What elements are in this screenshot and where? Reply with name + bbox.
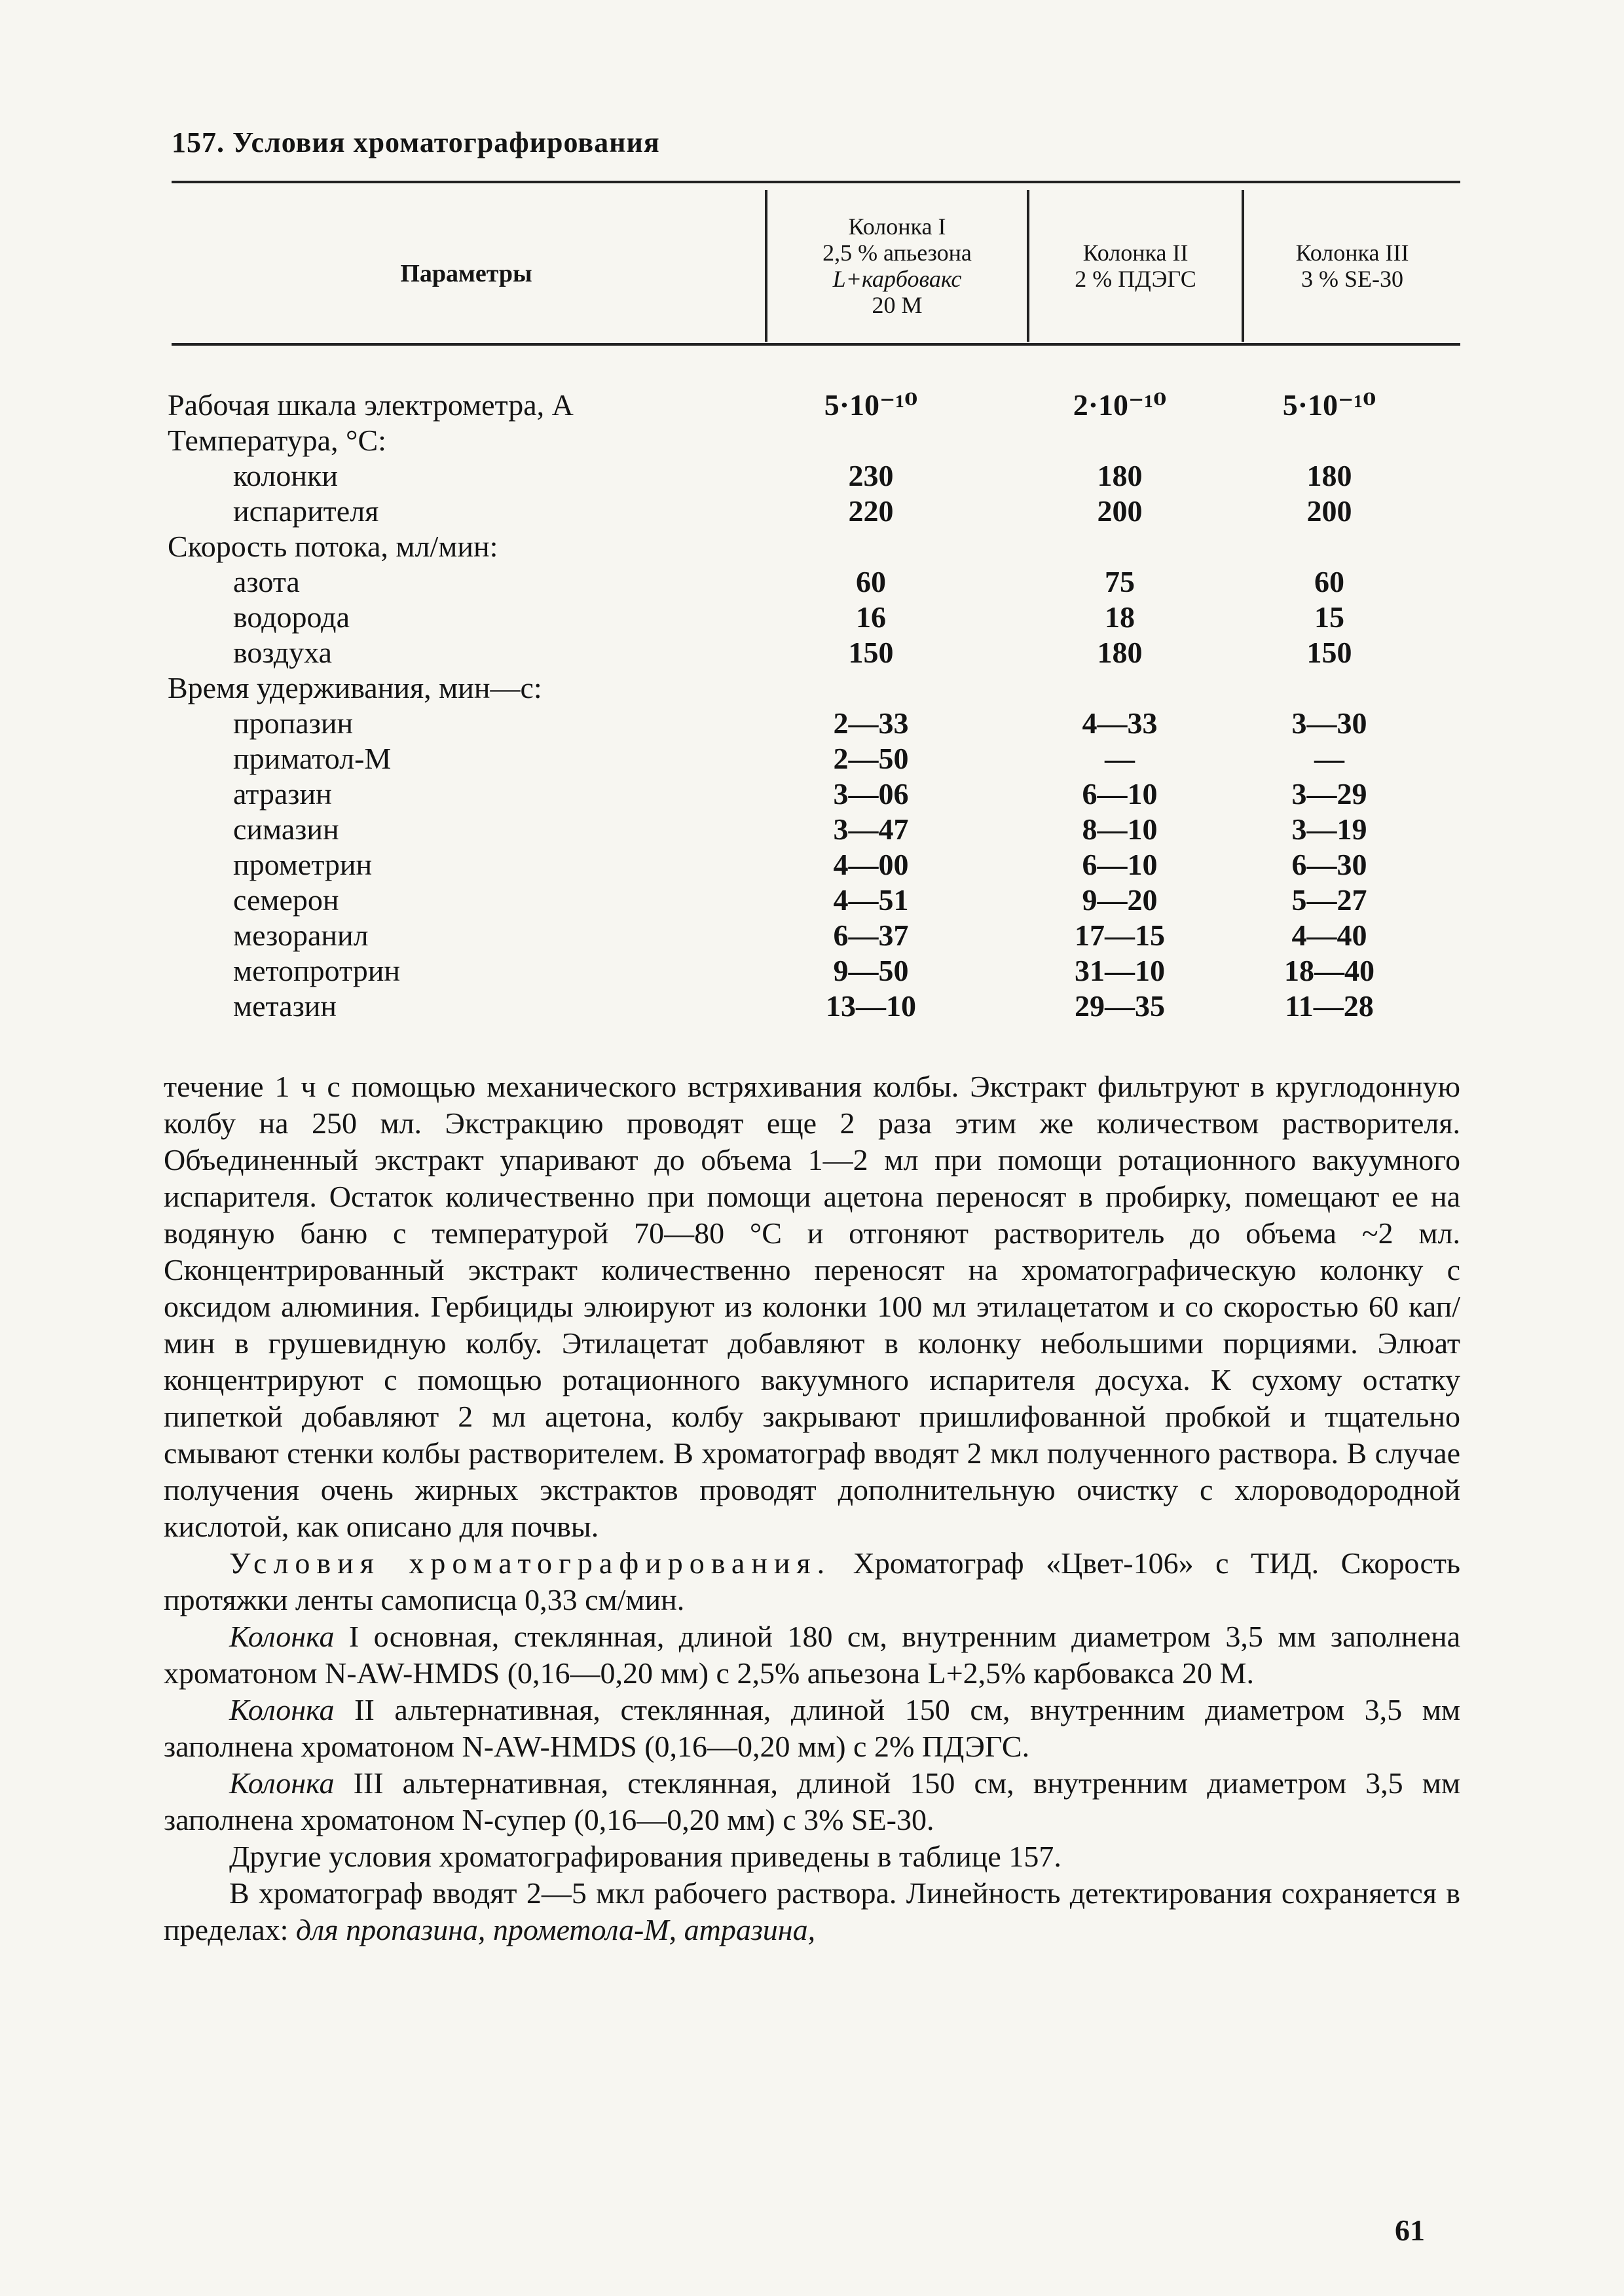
cell-col3: 6—30 bbox=[1291, 848, 1367, 881]
cell-col2: 200 bbox=[1097, 494, 1143, 528]
paragraph: Другие условия хроматографирования приведены в таблице 157. bbox=[229, 1840, 1061, 1873]
table-row bbox=[0, 883, 1624, 918]
table-row bbox=[0, 953, 1624, 989]
header-col1: Колонка I 2,5 % апьезона L+карбовакс 20 М bbox=[822, 213, 972, 318]
paragraph bbox=[164, 1765, 1460, 1838]
row-label: воздуха bbox=[233, 636, 332, 669]
cell-col3: 3—19 bbox=[1291, 812, 1367, 846]
page-number: 61 bbox=[1395, 2214, 1425, 2247]
paragraph bbox=[164, 1618, 1460, 1692]
cell-col2: 8—10 bbox=[1082, 812, 1158, 846]
row-label: испарителя bbox=[233, 494, 379, 528]
row-label: семерон bbox=[233, 883, 339, 917]
paragraph-italic: для пропазина, прометола-М, атразина, bbox=[295, 1913, 816, 1946]
paragraph bbox=[164, 1875, 1460, 1948]
paragraph-lead: Условия хроматографирования. bbox=[229, 1546, 832, 1580]
cell-col3: 15 bbox=[1314, 600, 1344, 634]
cell-col3: 60 bbox=[1314, 565, 1344, 598]
header-col3: Колонка III 3 % SE-30 bbox=[1295, 240, 1409, 292]
cell-col1: 16 bbox=[856, 600, 886, 634]
row-label: азота bbox=[233, 565, 300, 598]
cell-col2: 180 bbox=[1097, 636, 1143, 669]
paragraph: течение 1 ч с помощью механического встряхивания колбы. Экстракт фильтруют в круглодонную колбу на 250 мл. Экстракцию проводят еще 2 раза этим же количеством растворителя. Объединенный экстракт упаривают до объема 1—2 мл при помощи ротационного вакуумного испарителя. Остаток количественно при помощи ацетона переносят в пробирку, помещают ее на водяную баню с температурой 70—80 °С и отгоняют растворитель до объема ~2 мл. Сконцентрированный экстракт количественно переносят на хроматографическую колонку с оксидом алюминия. Гербициды элюируют из колонки 100 мл этилацетатом и со скоростью 60 кап/мин в грушевидную колбу. Этилацетат добавляют в колонку небольшими порциями. Элюат концентрируют с помощью ротационного вакуумного испарителя досуха. К сухому остатку пипеткой добавляют 2 мл ацетона, колбу закрывают пришлифованной пробкой и тщательно смывают стенки колбы растворителем. В хроматограф вводят 2 мкл полученного раствора. В случае получения очень жирных экстрактов проводят дополнительную очистку с хлороводородной кислотой, как описано для почвы. bbox=[164, 1070, 1460, 1543]
cell-col1: 3—47 bbox=[833, 812, 909, 846]
table-top-rule bbox=[172, 181, 1460, 183]
row-label: мезоранил bbox=[233, 919, 369, 952]
cell-col2: 29—35 bbox=[1075, 989, 1165, 1023]
table-row bbox=[0, 458, 1624, 494]
cell-col1: 5·10⁻¹⁰ bbox=[824, 388, 918, 422]
cell-col2: 31—10 bbox=[1075, 954, 1165, 987]
table-row bbox=[0, 847, 1624, 883]
cell-col3: 18—40 bbox=[1284, 954, 1375, 987]
table-row bbox=[0, 388, 1624, 423]
header-params: Параметры bbox=[400, 260, 532, 287]
paragraph bbox=[164, 1692, 1460, 1765]
paragraph-lead: Колонка bbox=[229, 1620, 335, 1653]
row-label: прометрин bbox=[233, 848, 373, 881]
cell-col1: 4—51 bbox=[833, 883, 909, 917]
cell-col1: 60 bbox=[856, 565, 886, 598]
row-label: Рабочая шкала электрометра, А bbox=[168, 388, 574, 422]
table-row bbox=[0, 670, 1624, 706]
table-row bbox=[0, 529, 1624, 564]
cell-col1: 4—00 bbox=[833, 848, 909, 881]
cell-col3: 180 bbox=[1306, 459, 1352, 492]
paragraph-lead: Колонка bbox=[229, 1693, 335, 1726]
cell-col3: 3—30 bbox=[1291, 706, 1367, 740]
table-title: 157. Условия хроматографирования bbox=[172, 126, 660, 158]
main-text bbox=[164, 1068, 1460, 1948]
cell-col3: 4—40 bbox=[1291, 919, 1367, 952]
row-label: Время удерживания, мин—с: bbox=[168, 671, 542, 704]
cell-col1: 6—37 bbox=[833, 919, 909, 952]
table-row bbox=[0, 741, 1624, 776]
paragraph-body: I основная, стеклянная, длиной 180 см, внутренним диаметром 3,5 мм заполнена хроматоном N-AW-HMDS (0,16—0,20 мм) с 2,5% апьезона L+2,5% карбовакса 20 М. bbox=[164, 1620, 1460, 1690]
table-header-rule bbox=[172, 343, 1460, 346]
cell-col2: 9—20 bbox=[1082, 883, 1158, 917]
row-label: Температура, °С: bbox=[168, 424, 386, 457]
row-label: метазин bbox=[233, 989, 337, 1023]
cell-col2: 18 bbox=[1105, 600, 1135, 634]
header-col2: Колонка II 2 % ПДЭГС bbox=[1075, 240, 1196, 292]
cell-col3: 5—27 bbox=[1291, 883, 1367, 917]
row-label: метопротрин bbox=[233, 954, 400, 987]
cell-col1: 150 bbox=[848, 636, 894, 669]
cell-col3: 150 bbox=[1306, 636, 1352, 669]
table-row bbox=[0, 600, 1624, 635]
cell-col1: 230 bbox=[848, 459, 894, 492]
table-row bbox=[0, 423, 1624, 458]
cell-col1: 2—33 bbox=[833, 706, 909, 740]
paragraph-body: III альтернативная, стеклянная, длиной 150 см, внутренним диаметром 3,5 мм заполнена хроматоном N-супер (0,16—0,20 мм) с 3% SE-30. bbox=[164, 1766, 1461, 1836]
table-row bbox=[0, 494, 1624, 529]
table-row bbox=[0, 812, 1624, 847]
cell-col3: — bbox=[1314, 742, 1344, 775]
cell-col3: 3—29 bbox=[1291, 777, 1367, 811]
row-label: симазин bbox=[233, 812, 339, 846]
cell-col2: 17—15 bbox=[1075, 919, 1165, 952]
cell-col2: — bbox=[1105, 742, 1135, 775]
row-label: водорода bbox=[233, 600, 350, 634]
row-label: колонки bbox=[233, 459, 338, 492]
table-row bbox=[0, 706, 1624, 741]
table-row bbox=[0, 635, 1624, 670]
row-label: пропазин bbox=[233, 706, 354, 740]
row-label: атразин bbox=[233, 777, 332, 811]
cell-col2: 180 bbox=[1097, 459, 1143, 492]
cell-col2: 2·10⁻¹⁰ bbox=[1073, 388, 1167, 422]
cell-col2: 6—10 bbox=[1082, 777, 1158, 811]
paragraph bbox=[164, 1545, 1460, 1618]
cell-col3: 11—28 bbox=[1285, 989, 1374, 1023]
paragraph-body: II альтернативная, стеклянная, длиной 150 см, внутренним диаметром 3,5 мм заполнена хроматоном N-AW-HMDS (0,16—0,20 мм) с 2% ПДЭГС. bbox=[164, 1693, 1461, 1763]
cell-col2: 6—10 bbox=[1082, 848, 1158, 881]
table-row bbox=[0, 989, 1624, 1024]
table-row bbox=[0, 776, 1624, 812]
paragraph-body: В хроматограф вводят 2—5 мкл рабочего раствора. Линейность детектирования сохраняется в пределах: bbox=[164, 1876, 1460, 1946]
cell-col2: 75 bbox=[1105, 565, 1135, 598]
paragraph-body: Хроматограф «Цвет-106» с ТИД. Скорость протяжки ленты самописца 0,33 см/мин. bbox=[164, 1546, 1460, 1616]
table-row bbox=[0, 918, 1624, 953]
cell-col1: 2—50 bbox=[833, 742, 909, 775]
cell-col3: 200 bbox=[1306, 494, 1352, 528]
cell-col1: 9—50 bbox=[833, 954, 909, 987]
row-label: Скорость потока, мл/мин: bbox=[168, 530, 498, 563]
cell-col2: 4—33 bbox=[1082, 706, 1158, 740]
cell-col1: 3—06 bbox=[833, 777, 909, 811]
paragraph-lead: Колонка bbox=[229, 1766, 335, 1800]
cell-col3: 5·10⁻¹⁰ bbox=[1282, 388, 1376, 422]
cell-col1: 13—10 bbox=[826, 989, 916, 1023]
table-row bbox=[0, 564, 1624, 600]
cell-col1: 220 bbox=[848, 494, 894, 528]
row-label: приматол-М bbox=[233, 742, 392, 775]
